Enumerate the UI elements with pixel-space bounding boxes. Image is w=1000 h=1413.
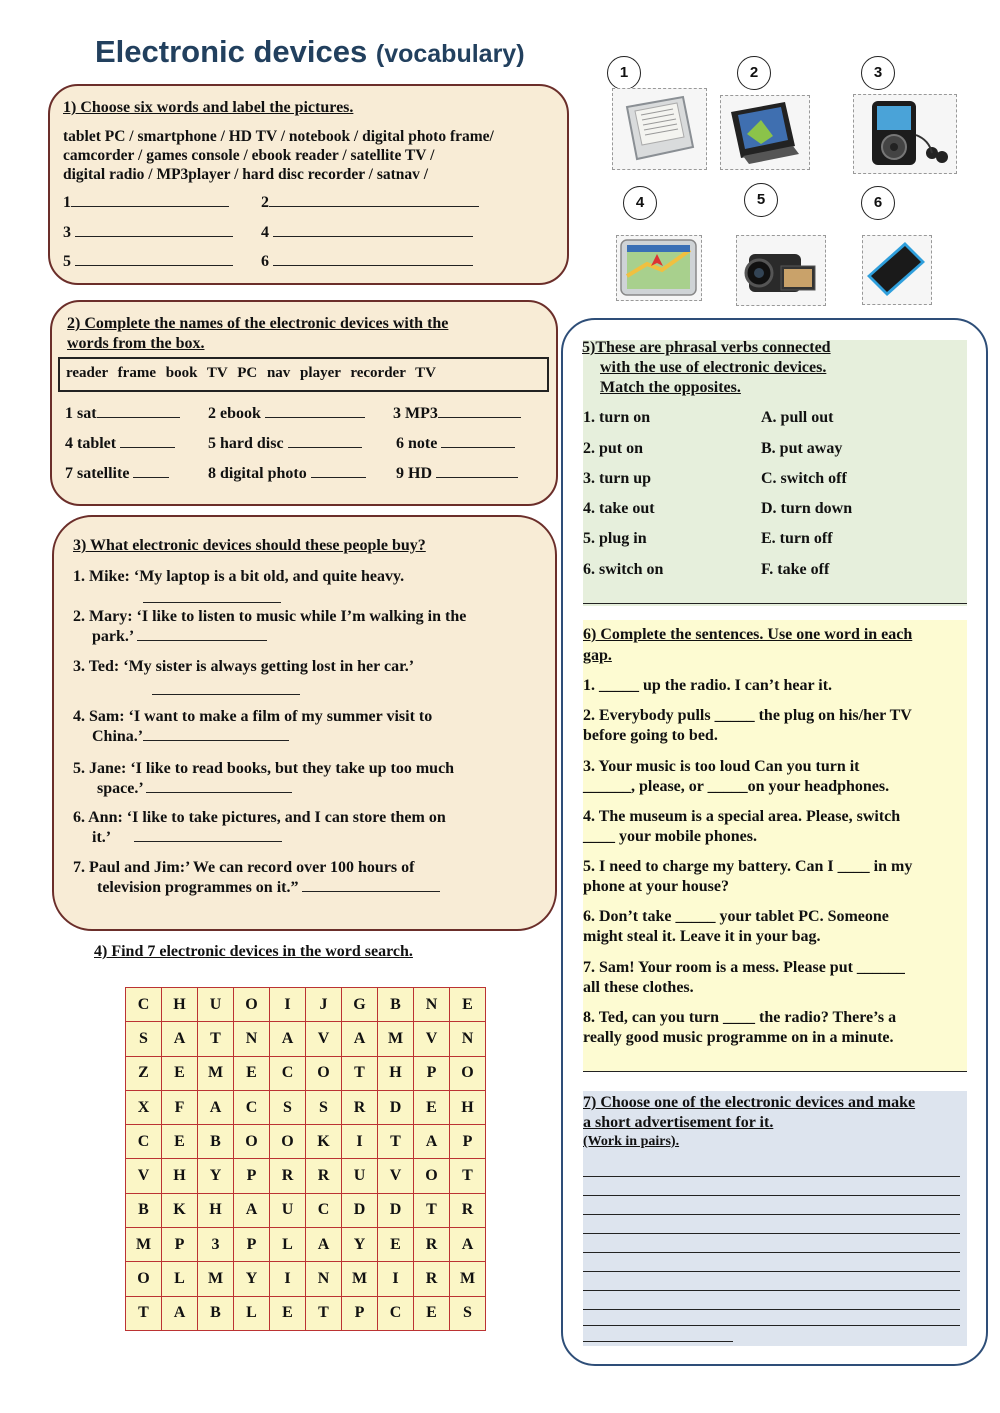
word-search-cell[interactable]: T: [342, 1056, 378, 1090]
answer-line[interactable]: [75, 223, 233, 237]
writing-line[interactable]: [583, 1252, 960, 1253]
section-5-heading-line-2: with the use of electronic devices.: [600, 359, 827, 376]
word-search-cell[interactable]: E: [414, 1296, 450, 1330]
phrasal-right-a: A. pull out: [761, 409, 834, 426]
word-search-cell[interactable]: R: [414, 1262, 450, 1296]
picture-number-6: 6: [861, 186, 895, 220]
word-search-cell[interactable]: P: [234, 1228, 270, 1262]
label-number: 5: [63, 253, 71, 270]
answer-line[interactable]: [273, 223, 473, 237]
word-search-cell[interactable]: P: [450, 1125, 486, 1159]
word-search-cell[interactable]: G: [342, 988, 378, 1022]
writing-line[interactable]: [583, 1325, 960, 1326]
word-search-cell[interactable]: E: [270, 1296, 306, 1330]
word-search-cell[interactable]: K: [162, 1193, 198, 1227]
word-search-cell[interactable]: B: [198, 1296, 234, 1330]
word-search-cell[interactable]: R: [270, 1159, 306, 1193]
phrasal-left-3: 3. turn up: [583, 470, 652, 487]
sentence-8-cont: really good music programme on in a minute.: [583, 1029, 894, 1046]
word-search-cell[interactable]: T: [450, 1159, 486, 1193]
word-search-cell[interactable]: U: [270, 1193, 306, 1227]
answer-line[interactable]: [311, 464, 366, 478]
writing-line[interactable]: [583, 1341, 733, 1342]
question-2: 2. Mary: ‘I like to listen to music while I’m walking in the: [73, 608, 467, 625]
word-search-cell[interactable]: V: [126, 1159, 162, 1193]
phrasal-right-f: F. take off: [761, 561, 830, 578]
s2-item: 5 hard disc: [208, 435, 284, 452]
question-5: 5. Jane: ‘I like to read books, but they take up too much: [73, 760, 455, 777]
word-box: reader frame book TV PC nav player recorder TV: [58, 357, 549, 392]
s2-row-3: [65, 464, 169, 483]
s2-item: 9 HD: [396, 465, 432, 482]
s2-row-2b: [208, 434, 362, 453]
writing-line[interactable]: [583, 1176, 960, 1177]
question-2-line-2: [92, 627, 267, 647]
section-2-heading-line-2: words from the box.: [67, 335, 205, 352]
word-search-cell[interactable]: Z: [126, 1056, 162, 1090]
word-search-cell[interactable]: M: [198, 1056, 234, 1090]
sentence-3-cont: ______, please, or _____on your headphones.: [583, 778, 890, 795]
answer-line[interactable]: [152, 681, 300, 695]
question-5-text: space.’: [97, 780, 143, 797]
word-search-cell[interactable]: D: [342, 1193, 378, 1227]
satnav-icon: [616, 235, 702, 301]
word-search-cell[interactable]: Y: [342, 1228, 378, 1262]
word-search-cell[interactable]: R: [450, 1193, 486, 1227]
page-title: Electronic devices (vocabulary): [95, 34, 525, 69]
word-search-cell[interactable]: C: [306, 1193, 342, 1227]
section-7-note: (Work in pairs).: [583, 1134, 680, 1149]
word-search-row: [126, 1262, 486, 1296]
word-search-cell[interactable]: O: [126, 1262, 162, 1296]
sentence-2: 2. Everybody pulls _____ the plug on his/her TV: [583, 707, 912, 724]
word-search-cell[interactable]: E: [162, 1125, 198, 1159]
picture-number-3: 3: [861, 56, 895, 90]
phrasal-left-2: 2. put on: [583, 440, 644, 457]
word-search-cell[interactable]: I: [270, 1262, 306, 1296]
word-search-row: [126, 988, 486, 1022]
word-search-cell[interactable]: C: [126, 1125, 162, 1159]
word-search-cell[interactable]: M: [342, 1262, 378, 1296]
answer-line[interactable]: [143, 727, 289, 741]
picture-number-5: 5: [744, 183, 778, 217]
word-search-cell[interactable]: A: [234, 1193, 270, 1227]
answer-line[interactable]: [438, 404, 521, 418]
s2-row-3b: [208, 464, 366, 483]
answer-line[interactable]: [441, 434, 515, 448]
word-search-cell[interactable]: O: [234, 988, 270, 1022]
answer-line[interactable]: [71, 193, 229, 207]
answer-line[interactable]: [137, 627, 267, 641]
answer-line[interactable]: [302, 878, 440, 892]
word-search-cell[interactable]: Y: [234, 1262, 270, 1296]
question-6-line-2: [92, 828, 282, 848]
section-1-heading: 1) Choose six words and label the pictures.: [63, 99, 354, 116]
question-7: 7. Paul and Jim:’ We can record over 100 hours of: [73, 859, 415, 876]
word-search-cell[interactable]: B: [198, 1125, 234, 1159]
word-search-cell[interactable]: A: [162, 1296, 198, 1330]
sentence-8: 8. Ted, can you turn ____ the radio? There’s a: [583, 1009, 897, 1026]
word-list-line-3: digital radio / MP3player / hard disc recorder / satnav /: [63, 166, 429, 183]
word-search-cell[interactable]: E: [378, 1228, 414, 1262]
word-search-cell[interactable]: A: [450, 1228, 486, 1262]
picture-number-4: 4: [623, 186, 657, 220]
question-5-line-2: [97, 779, 292, 799]
word-search-cell[interactable]: A: [306, 1228, 342, 1262]
word-search-cell[interactable]: H: [162, 1159, 198, 1193]
word-search-cell[interactable]: R: [414, 1228, 450, 1262]
word-search-cell[interactable]: S: [450, 1296, 486, 1330]
camcorder-icon: [736, 235, 826, 306]
divider: [583, 603, 967, 604]
writing-line[interactable]: [583, 1214, 960, 1215]
word-search-cell[interactable]: E: [162, 1056, 198, 1090]
section-7-heading: 7) Choose one of the electronic devices and make: [583, 1094, 916, 1111]
word-search-row: [126, 1022, 486, 1056]
word-search-cell[interactable]: I: [270, 988, 306, 1022]
picture-number-2: 2: [737, 56, 771, 90]
word-search-cell[interactable]: T: [306, 1296, 342, 1330]
word-search-cell[interactable]: V: [378, 1159, 414, 1193]
word-search-cell[interactable]: L: [162, 1262, 198, 1296]
word-search-cell[interactable]: M: [378, 1022, 414, 1056]
word-search-cell[interactable]: E: [414, 1090, 450, 1124]
word-search-row: [126, 1193, 486, 1227]
word-search-cell[interactable]: K: [306, 1125, 342, 1159]
word-search-cell[interactable]: A: [342, 1022, 378, 1056]
question-4: 4. Sam: ‘I want to make a film of my summer visit to: [73, 708, 433, 725]
sentence-4-cont: ____ your mobile phones.: [583, 828, 757, 845]
smartphone-icon: [862, 235, 932, 305]
picture-number-1: 1: [607, 56, 641, 90]
question-4-text: China.’: [92, 728, 144, 745]
word-search-cell[interactable]: T: [378, 1125, 414, 1159]
word-search-row: [126, 1090, 486, 1124]
word-search-cell[interactable]: U: [342, 1159, 378, 1193]
question-6: 6. Ann: ‘I like to take pictures, and I can store them on: [73, 809, 446, 826]
word-search-cell[interactable]: P: [162, 1228, 198, 1262]
word-search-cell[interactable]: T: [126, 1296, 162, 1330]
question-7-line-2: [97, 878, 440, 898]
sentence-5: 5. I need to charge my battery. Can I ____ in my: [583, 858, 913, 875]
sentence-1: 1. _____ up the radio. I can’t hear it.: [583, 677, 833, 694]
word-search-cell[interactable]: P: [342, 1296, 378, 1330]
phrasal-right-b: B. put away: [761, 440, 843, 457]
label-number: 2: [261, 194, 269, 211]
s2-item: 8 digital photo: [208, 465, 307, 482]
word-search-cell[interactable]: T: [414, 1193, 450, 1227]
word-search-cell[interactable]: E: [450, 988, 486, 1022]
s2-item: 1 sat: [65, 405, 97, 422]
label-number: 6: [261, 253, 269, 270]
word-search-row: [126, 1296, 486, 1330]
s2-item: 4 tablet: [65, 435, 117, 452]
sentence-7-cont: all these clothes.: [583, 979, 694, 996]
question-3: 3. Ted: ‘My sister is always getting lost in her car.’: [73, 658, 415, 675]
word-search-cell[interactable]: C: [270, 1056, 306, 1090]
divider: [583, 1071, 967, 1072]
writing-line[interactable]: [583, 1290, 960, 1291]
section-7-heading-line-2: a short advertisement for it.: [583, 1114, 774, 1131]
answer-line[interactable]: [134, 828, 282, 842]
writing-line[interactable]: [583, 1233, 960, 1234]
word-search-cell[interactable]: A: [414, 1125, 450, 1159]
s2-row-1: [65, 404, 180, 423]
word-search-cell[interactable]: D: [378, 1090, 414, 1124]
word-search-cell[interactable]: A: [270, 1022, 306, 1056]
ebook-reader-icon: [612, 88, 707, 170]
sentence-5-cont: phone at your house?: [583, 878, 729, 895]
word-search-cell[interactable]: D: [378, 1193, 414, 1227]
word-search-cell[interactable]: A: [162, 1022, 198, 1056]
section-6-heading-line-2: gap.: [583, 647, 612, 664]
question-4-line-2: [92, 727, 289, 747]
word-search-cell[interactable]: T: [198, 1022, 234, 1056]
word-search-cell[interactable]: C: [378, 1296, 414, 1330]
word-search-cell[interactable]: P: [234, 1159, 270, 1193]
writing-line[interactable]: [583, 1309, 960, 1310]
word-search-cell[interactable]: B: [378, 988, 414, 1022]
s2-item: 2 ebook: [208, 405, 261, 422]
sentence-6-cont: might steal it. Leave it in your bag.: [583, 928, 821, 945]
answer-line[interactable]: [269, 193, 479, 207]
answer-line[interactable]: [436, 464, 518, 478]
word-search-cell[interactable]: I: [378, 1262, 414, 1296]
s2-row-3c: [396, 464, 518, 483]
phrasal-left-6: 6. switch on: [583, 561, 664, 578]
phrasal-left-1: 1. turn on: [583, 409, 651, 426]
s2-item: 7 satellite: [65, 465, 130, 482]
section-5-heading-line-3: Match the opposites.: [600, 379, 741, 396]
label-row-2: [63, 223, 473, 242]
section-4-heading: 4) Find 7 electronic devices in the word search.: [94, 943, 413, 960]
phrasal-right-c: C. switch off: [761, 470, 847, 487]
word-search-cell[interactable]: M: [198, 1262, 234, 1296]
label-row-1: [63, 193, 479, 212]
word-search-cell[interactable]: I: [342, 1125, 378, 1159]
word-search-cell[interactable]: S: [270, 1090, 306, 1124]
word-search-row: [126, 1228, 486, 1262]
answer-line[interactable]: [288, 434, 362, 448]
word-search-cell[interactable]: L: [234, 1296, 270, 1330]
word-search-cell[interactable]: A: [198, 1090, 234, 1124]
word-search-cell[interactable]: R: [342, 1090, 378, 1124]
sentence-7: 7. Sam! Your room is a mess. Please put ______: [583, 959, 905, 976]
s2-item: 6 note: [396, 435, 438, 452]
word-search-cell[interactable]: O: [450, 1056, 486, 1090]
question-6-text: it.’: [92, 829, 110, 846]
word-search-row: [126, 1159, 486, 1193]
section-1-box: [48, 84, 569, 285]
sentence-4: 4. The museum is a special area. Please, switch: [583, 808, 901, 825]
word-search-cell[interactable]: P: [414, 1056, 450, 1090]
word-search-cell[interactable]: N: [450, 1022, 486, 1056]
word-list-line-1: tablet PC / smartphone / HD TV / notebook / digital photo frame/: [63, 128, 494, 145]
section-6-heading: 6) Complete the sentences. Use one word in each: [583, 626, 913, 643]
sentence-2-cont: before going to bed.: [583, 727, 718, 744]
word-search-cell[interactable]: H: [450, 1090, 486, 1124]
answer-line[interactable]: [273, 252, 473, 266]
label-number: 1: [63, 194, 71, 211]
phrasal-left-5: 5. plug in: [583, 530, 647, 547]
word-search-cell[interactable]: S: [126, 1022, 162, 1056]
section-5-heading: 5)These are phrasal verbs connected: [582, 339, 831, 356]
question-7-text: television programmes on it.”: [97, 879, 299, 896]
word-search-grid: [125, 987, 486, 1331]
mp3-player-icon: [853, 94, 957, 174]
word-search-cell[interactable]: J: [306, 988, 342, 1022]
s2-row-2: [65, 434, 175, 453]
word-search-cell[interactable]: E: [234, 1056, 270, 1090]
word-search-row: [126, 1125, 486, 1159]
writing-line[interactable]: [583, 1195, 960, 1196]
word-search-cell[interactable]: F: [162, 1090, 198, 1124]
word-search-cell[interactable]: N: [414, 988, 450, 1022]
answer-line[interactable]: [75, 252, 233, 266]
word-search-cell[interactable]: C: [234, 1090, 270, 1124]
s2-item: 3 MP3: [393, 405, 438, 422]
section-2-heading: 2) Complete the names of the electronic devices with the: [67, 315, 449, 332]
question-2-text: park.’: [92, 628, 134, 645]
word-search-cell[interactable]: H: [162, 988, 198, 1022]
phrasal-right-e: E. turn off: [761, 530, 833, 547]
answer-line[interactable]: [146, 779, 292, 793]
word-search-cell[interactable]: O: [234, 1125, 270, 1159]
word-search-cell[interactable]: N: [234, 1022, 270, 1056]
word-search-row: [126, 1056, 486, 1090]
label-number: 3: [63, 224, 71, 241]
label-row-3: [63, 252, 473, 271]
word-search-cell[interactable]: H: [378, 1056, 414, 1090]
word-search-cell[interactable]: S: [306, 1090, 342, 1124]
s2-row-1c: [393, 404, 521, 423]
word-search-cell[interactable]: M: [126, 1228, 162, 1262]
word-search-cell[interactable]: C: [126, 988, 162, 1022]
word-search-cell[interactable]: O: [414, 1159, 450, 1193]
word-search-cell[interactable]: V: [306, 1022, 342, 1056]
word-search-cell[interactable]: 3: [198, 1228, 234, 1262]
word-search-cell[interactable]: Y: [198, 1159, 234, 1193]
section-3-heading: 3) What electronic devices should these people buy?: [73, 537, 426, 554]
answer-line[interactable]: [265, 404, 365, 418]
word-search-cell[interactable]: N: [306, 1262, 342, 1296]
answer-line[interactable]: [120, 434, 175, 448]
s2-row-2c: [396, 434, 515, 453]
word-search-cell[interactable]: X: [126, 1090, 162, 1124]
word-search-cell[interactable]: U: [198, 988, 234, 1022]
answer-line[interactable]: [97, 404, 180, 418]
writing-line[interactable]: [583, 1271, 960, 1272]
answer-line[interactable]: [143, 589, 281, 603]
s2-row-1b: [208, 404, 365, 423]
word-search-cell[interactable]: L: [270, 1228, 306, 1262]
sentence-3: 3. Your music is too loud Can you turn it: [583, 758, 860, 775]
digital-photo-frame-icon: [720, 95, 810, 170]
label-number: 4: [261, 224, 269, 241]
word-search-cell[interactable]: V: [414, 1022, 450, 1056]
question-1: 1. Mike: ‘My laptop is a bit old, and quite heavy.: [73, 568, 405, 585]
word-search-cell[interactable]: O: [270, 1125, 306, 1159]
word-search-cell[interactable]: O: [306, 1056, 342, 1090]
phrasal-right-d: D. turn down: [761, 500, 853, 517]
word-search-cell[interactable]: R: [306, 1159, 342, 1193]
word-search-cell[interactable]: B: [126, 1193, 162, 1227]
answer-line[interactable]: [133, 464, 169, 478]
word-search-cell[interactable]: M: [450, 1262, 486, 1296]
word-search-cell[interactable]: H: [198, 1193, 234, 1227]
phrasal-left-4: 4. take out: [583, 500, 655, 517]
sentence-6: 6. Don’t take _____ your tablet PC. Someone: [583, 908, 889, 925]
word-list-line-2: camcorder / games console / ebook reader / satellite TV /: [63, 147, 435, 164]
